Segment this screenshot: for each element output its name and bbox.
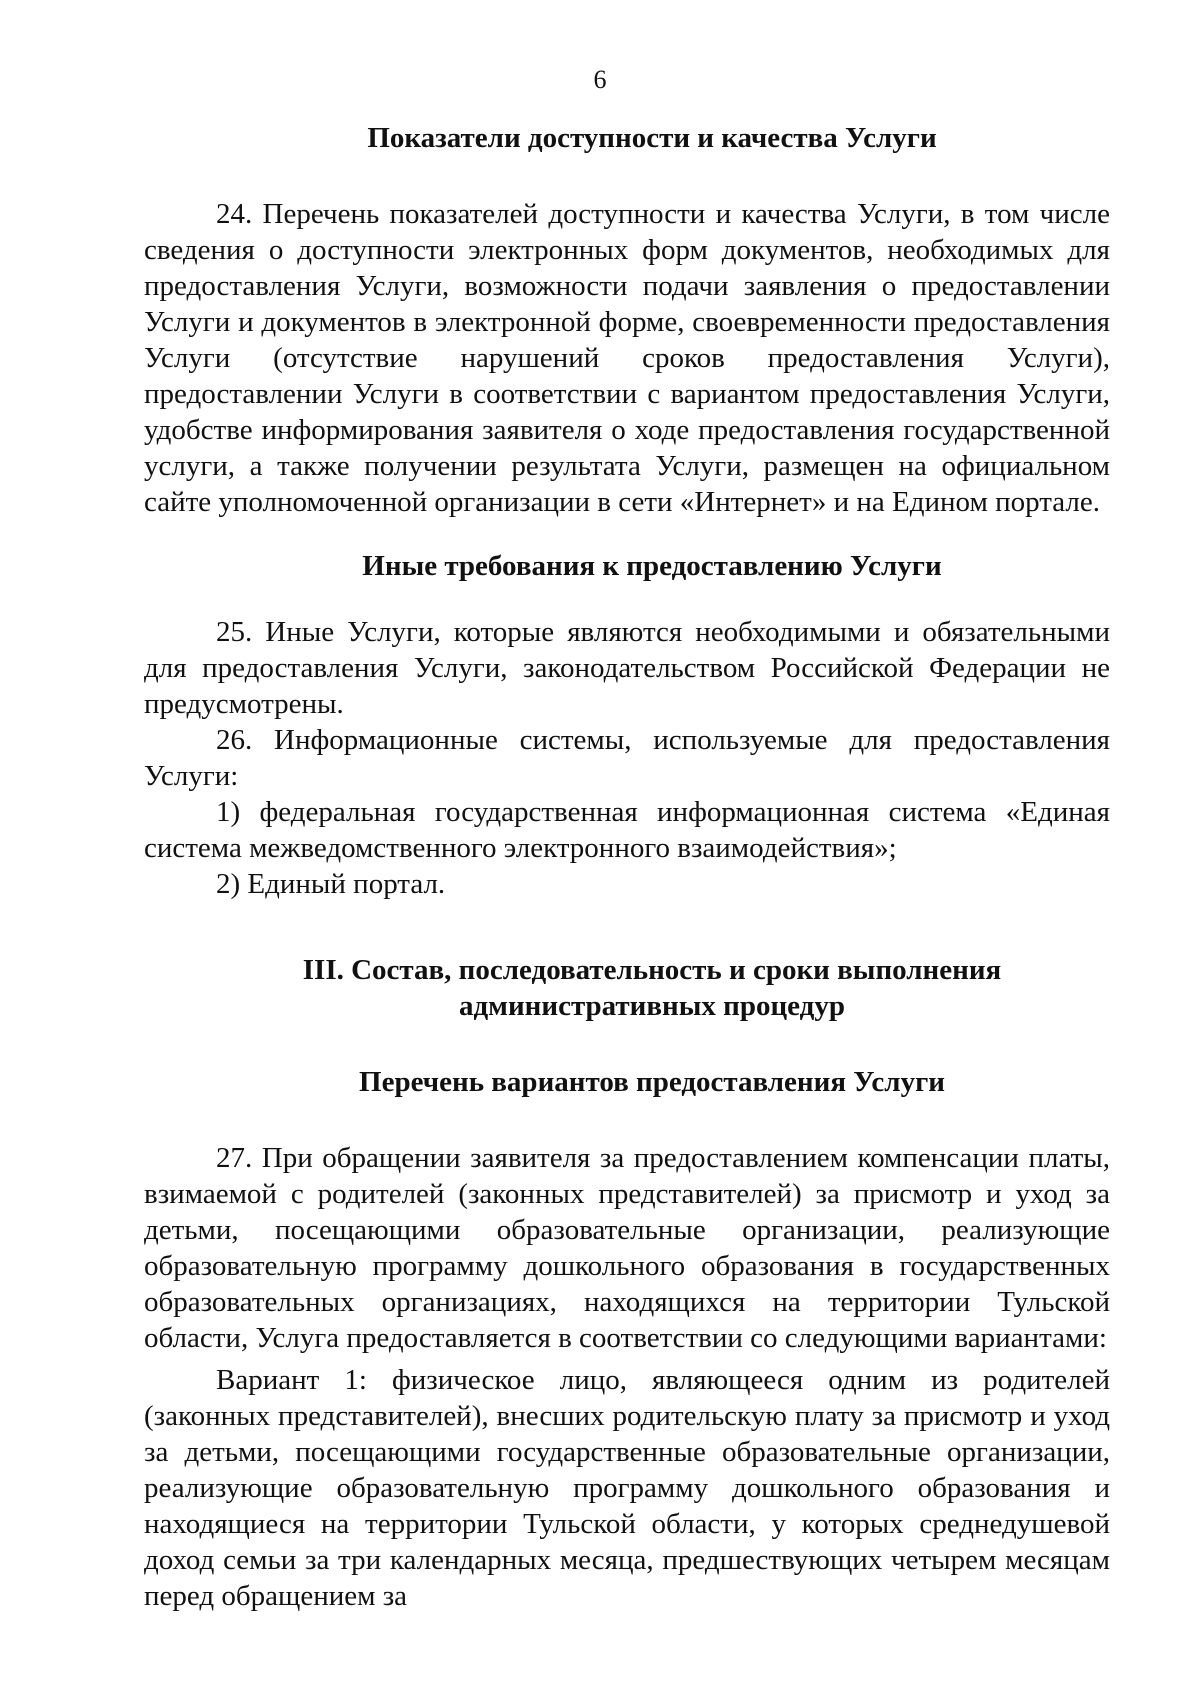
paragraph-27: 27. При обращении заявителя за предоставлением компенсации платы, взимаемой с родителей (законных представителей) за присмотр и уход за детьми, посещающими образовательные организации, реализующие образовательную программу дошкольного образования в государственных образовательных организациях, находящихся на территории Тульской области, Услуга предоставляется в соответствии со следующими вариантами:: [144, 1142, 1110, 1354]
paragraph-26: 26. Информационные системы, используемые для предоставления Услуги:: [144, 724, 1110, 792]
section-heading-iii-line-1: III. Состав, последовательность и сроки выполнения: [302, 954, 1002, 986]
section-heading-iii: [144, 952, 1110, 1024]
paragraph-26-item-2: 2) Единый портал.: [216, 868, 446, 900]
paragraph-24: 24. Перечень показателей доступности и качества Услуги, в том числе сведения о доступности электронных форм документов, необходимых для предоставления Услуги, возможности подачи заявления о предоставлении Услуги и документов в электронной форме, своевременности предоставления Услуги (отсутствие нарушений сроков предоставления Услуги), предоставлении Услуги в соответствии с вариантом предоставления Услуги, удобстве информирования заявителя о ходе предоставления государственной услуги, а также получении результата Услуги, размещен на официальном сайте уполномоченной организации в сети «Интернет» и на Едином портале.: [144, 198, 1110, 518]
paragraph-25: 25. Иные Услуги, которые являются необходимыми и обязательными для предоставления Услуги, законодательством Российской Федерации не предусмотрены.: [144, 616, 1110, 720]
page-number: 6: [593, 65, 607, 94]
section-heading-accessibility: Показатели доступности и качества Услуги: [367, 122, 937, 154]
section-heading-variants: Перечень вариантов предоставления Услуги: [359, 1066, 945, 1098]
paragraph-variant-1: Вариант 1: физическое лицо, являющееся одним из родителей (законных представителей), внесших родительскую плату за присмотр и уход за детьми, посещающими государственные образовательные организации, реализующие образовательную программу дошкольного образования и находящиеся на территории Тульской области, у которых среднедушевой доход семьи за три календарных месяца, предшествующих четырем месяцам перед обращением за: [144, 1364, 1110, 1612]
document-body: [144, 120, 1110, 1614]
paragraph-26-item-1: 1) федеральная государственная информационная система «Единая система межведомственного электронного взаимодействия»;: [144, 796, 1110, 864]
section-heading-other-requirements: Иные требования к предоставлению Услуги: [362, 550, 942, 582]
section-heading-iii-line-2: административных процедур: [459, 990, 845, 1022]
